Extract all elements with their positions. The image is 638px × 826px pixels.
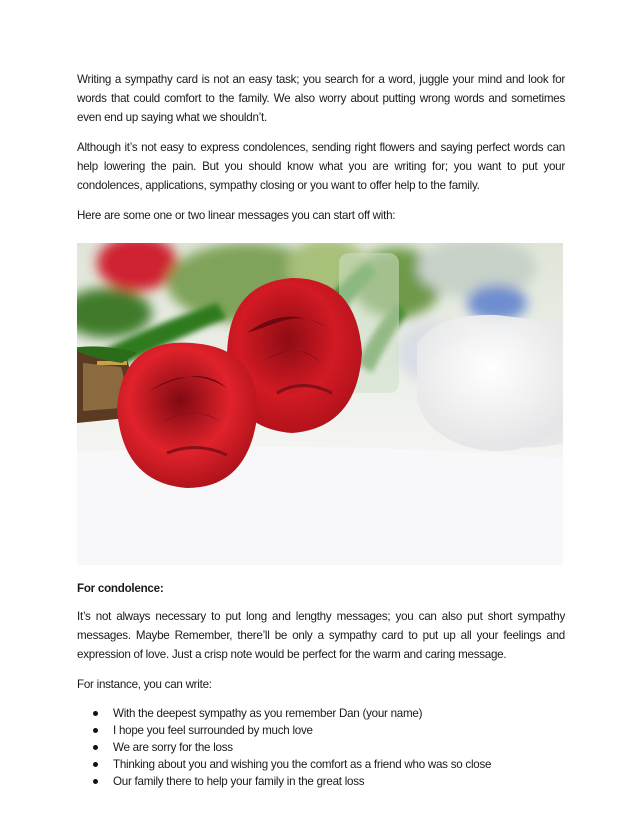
list-item: I hope you feel surrounded by much love (77, 722, 565, 739)
instance-intro: For instance, you can write: (77, 678, 212, 691)
list-item: Our family there to help your family in the great loss (77, 773, 565, 790)
message-list (77, 705, 565, 790)
messages-intro: Here are some one or two linear messages you can start off with: (77, 209, 396, 222)
roses-photo (77, 243, 563, 565)
list-item: Thinking about you and wishing you the comfort as a friend who was so close (77, 756, 565, 773)
condolence-paragraph: Although it’s not easy to express condolences, sending right flowers and saying perfect words can help lowering the pain. But you should know what you are writing for; you want to put your condolences, applications, sympathy closing or you want to offer help to the family. (77, 141, 565, 192)
list-item: We are sorry for the loss (77, 739, 565, 756)
short-messages-paragraph: It’s not always necessary to put long and lengthy messages; you can also put short sympathy messages. Maybe Remember, there’ll be only a sympathy card to put up all your feelings and expression of love. Just a crisp note would be perfect for the warm and caring message. (77, 610, 565, 661)
list-item: With the deepest sympathy as you remember Dan (your name) (77, 705, 565, 722)
document-body (77, 70, 565, 790)
intro-paragraph: Writing a sympathy card is not an easy task; you search for a word, juggle your mind and look for words that could comfort to the family. We also worry about putting wrong words and sometimes even end up saying what we shouldn’t. (77, 73, 565, 124)
section-heading: For condolence: (77, 582, 164, 595)
